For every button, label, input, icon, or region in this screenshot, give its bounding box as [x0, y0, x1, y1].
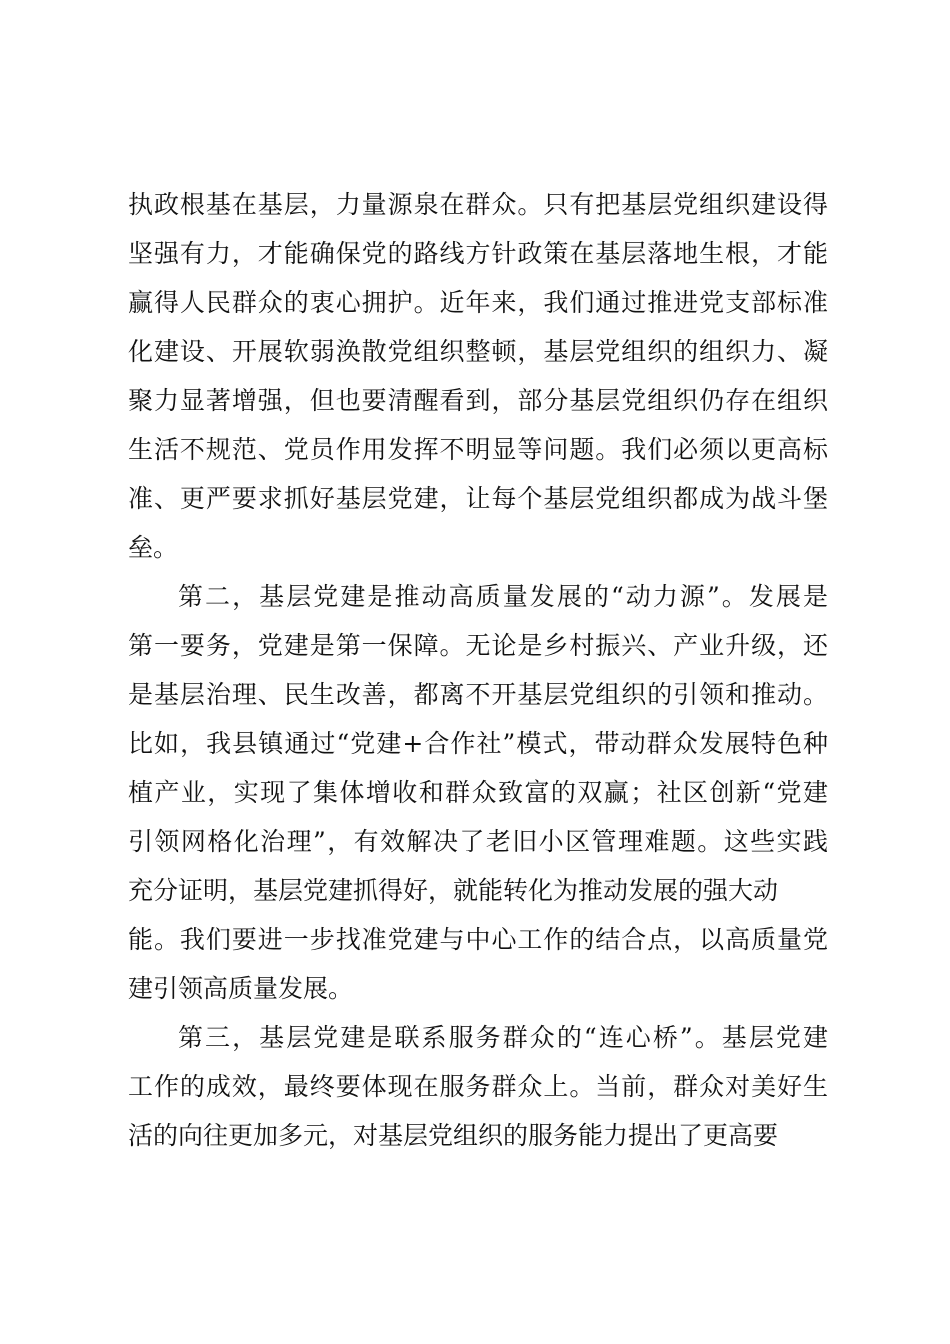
- paragraph-start-line: 第二，基层党建是推动高质量发展的“动力源”。发展是: [178, 582, 828, 611]
- text-line: 能。我们要进一步找准党建与中心工作的结合点，以高质量党: [128, 925, 828, 954]
- text-line: 工作的成效，最终要体现在服务群众上。当前，群众对美好生: [128, 1072, 828, 1101]
- text-line: 植产业，实现了集体增收和群众致富的双赢；社区创新“党建: [128, 778, 828, 807]
- text-line: 垒。: [128, 533, 179, 562]
- text-line: 引领网格化治理”，有效解决了老旧小区管理难题。这些实践: [128, 827, 828, 856]
- text-line: 比如，我县镇通过“党建+合作社”模式，带动群众发展特色种: [128, 729, 828, 758]
- paragraph-start-line: 第三，基层党建是联系服务群众的“连心桥”。基层党建: [178, 1023, 828, 1052]
- text-line: 建引领高质量发展。: [128, 974, 354, 1003]
- text-line: 第一要务，党建是第一保障。无论是乡村振兴、产业升级，还: [128, 631, 828, 660]
- text-line: 聚力显著增强，但也要清醒看到，部分基层党组织仍存在组织: [128, 386, 828, 415]
- text-line: 化建设、开展软弱涣散党组织整顿，基层党组织的组织力、凝: [128, 337, 828, 366]
- text-line: 准、更严要求抓好基层党建，让每个基层党组织都成为战斗堡: [128, 484, 828, 513]
- text-line: 执政根基在基层，力量源泉在群众。只有把基层党组织建设得: [128, 190, 828, 219]
- document-body: [128, 180, 828, 1160]
- text-line: 是基层治理、民生改善，都离不开基层党组织的引领和推动。: [128, 680, 828, 709]
- text-line: 活的向往更加多元，对基层党组织的服务能力提出了更高要: [128, 1121, 779, 1150]
- text-line: 坚强有力，才能确保党的路线方针政策在基层落地生根，才能: [128, 239, 828, 268]
- text-line: 充分证明，基层党建抓得好，就能转化为推动发展的强大动: [128, 876, 779, 905]
- text-line: 生活不规范、党员作用发挥不明显等问题。我们必须以更高标: [128, 435, 828, 464]
- text-line: 赢得人民群众的衷心拥护。近年来，我们通过推进党支部标准: [128, 288, 828, 317]
